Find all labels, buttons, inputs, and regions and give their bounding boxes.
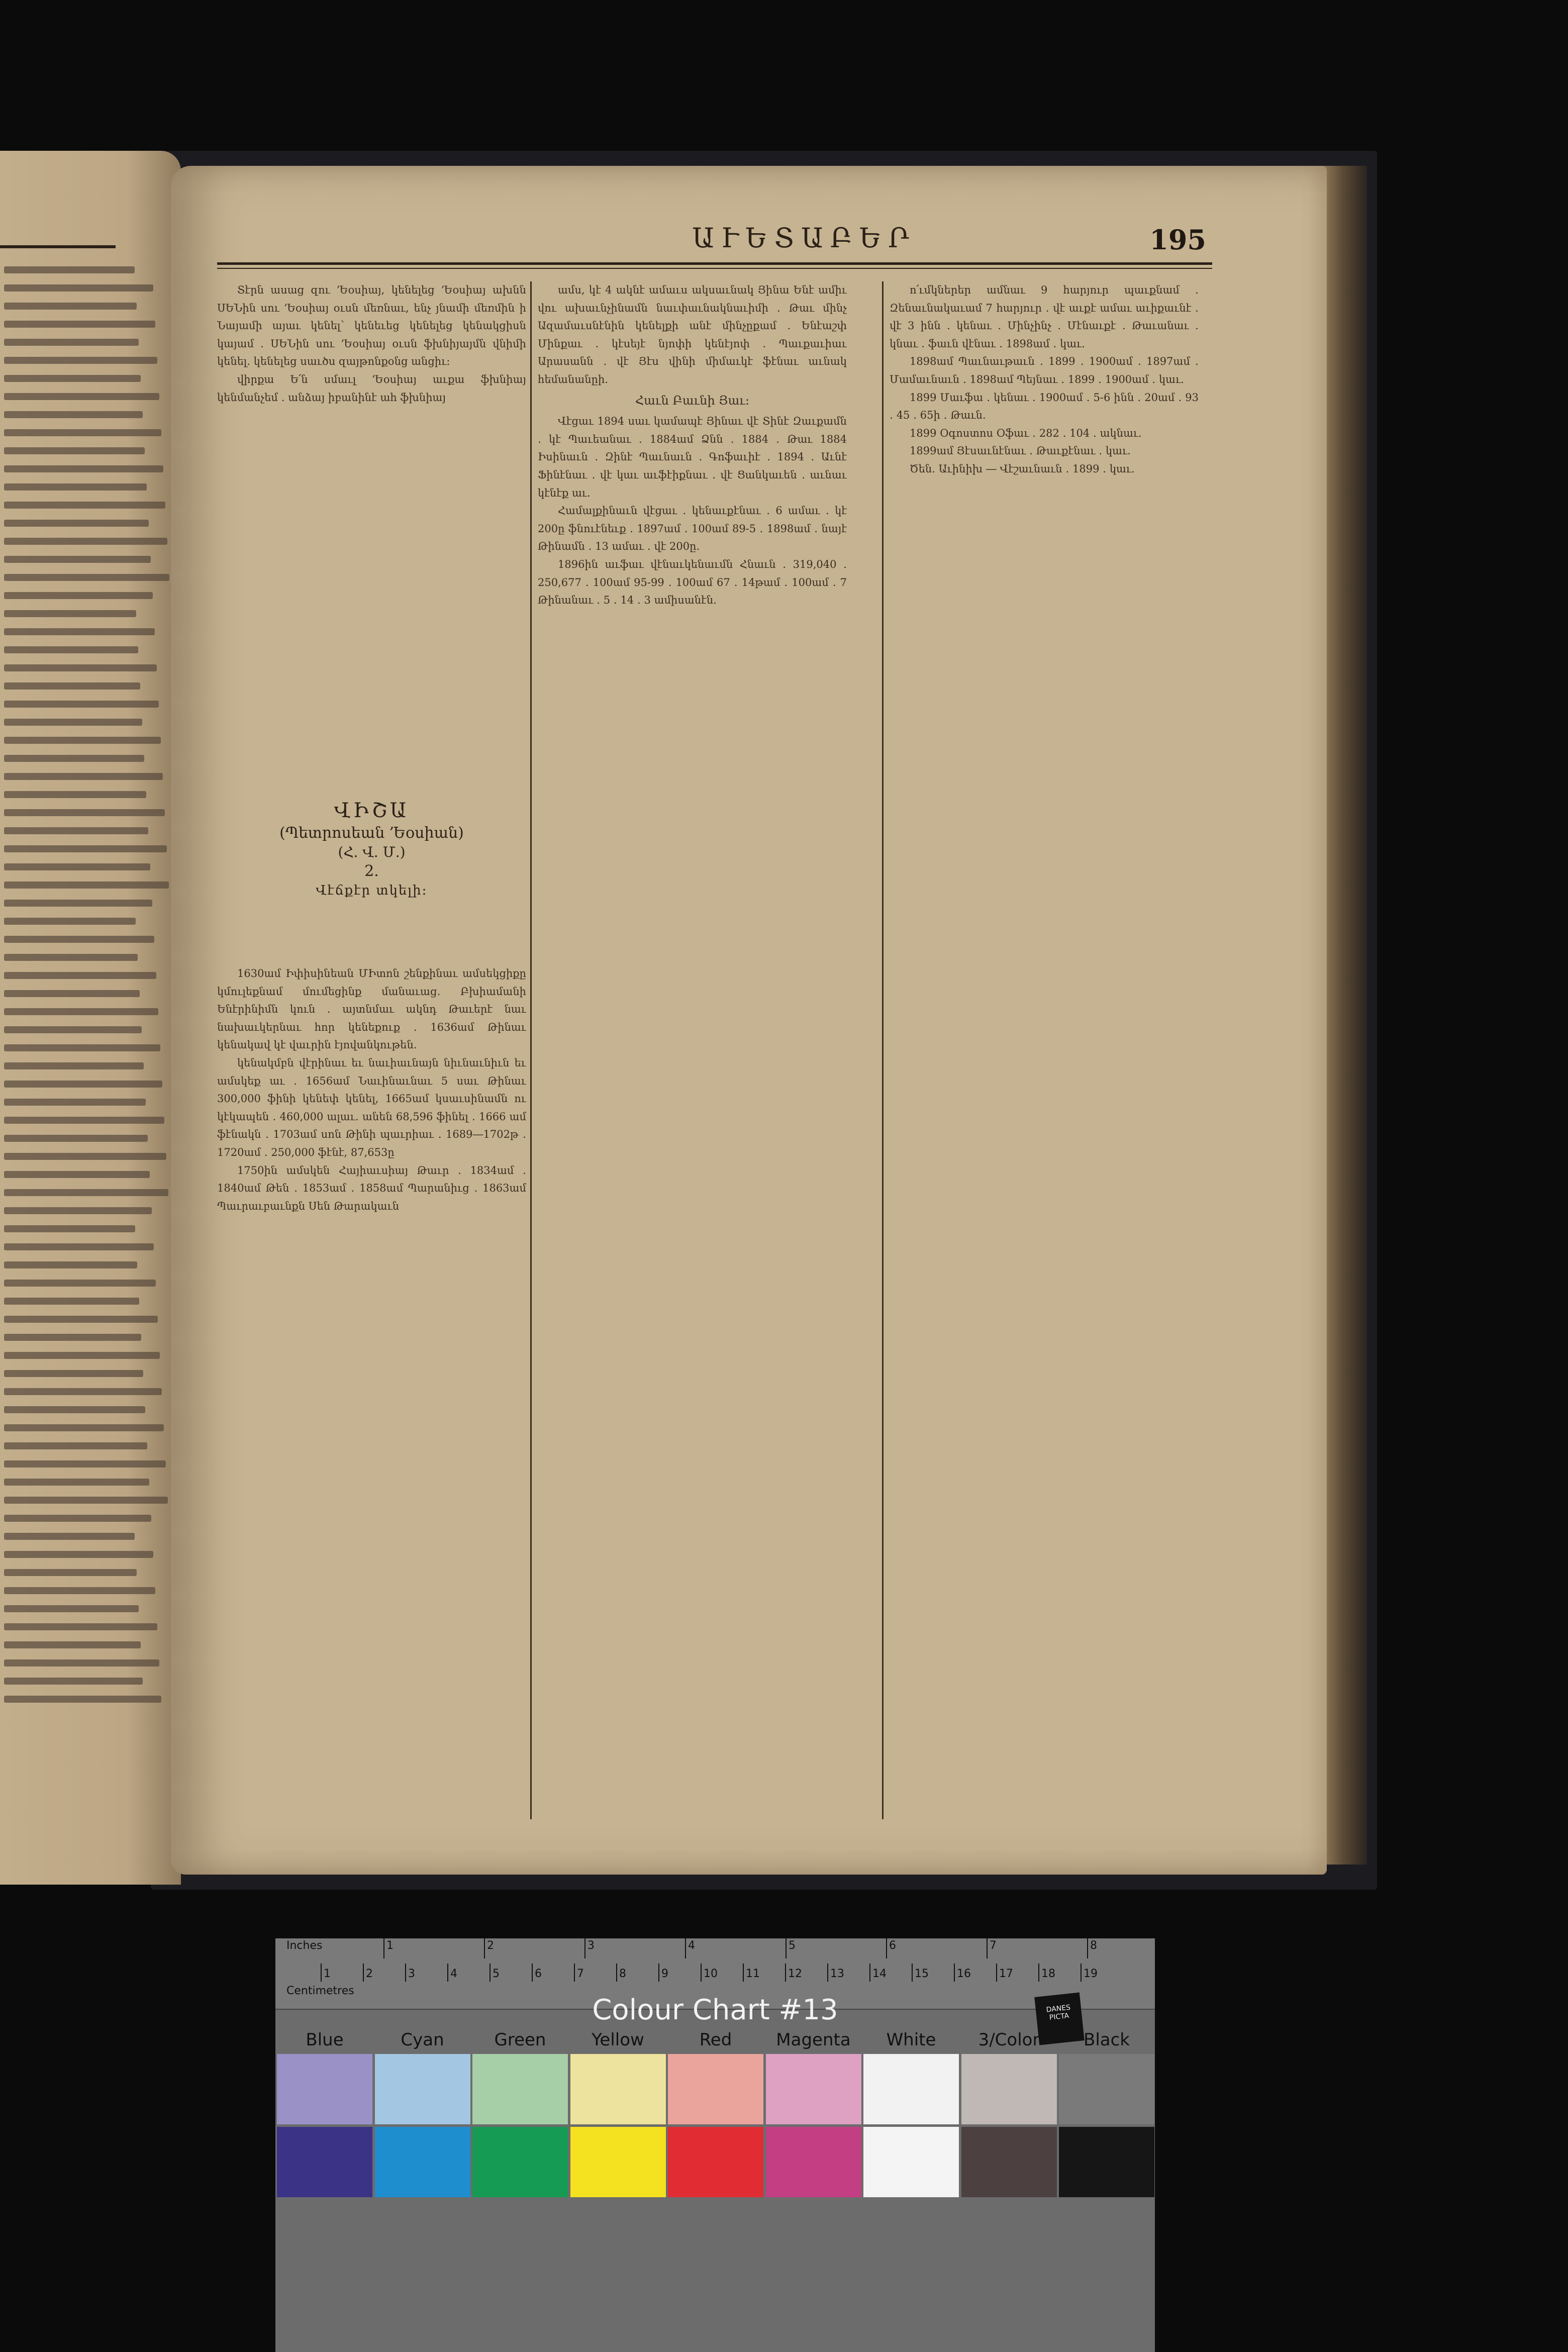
- inch-tick: [484, 1938, 485, 1958]
- previous-page-line: [4, 1189, 168, 1196]
- cm-tick-label: 5: [493, 1968, 500, 1980]
- section-heading: Վէճքէր տկելի։: [316, 883, 428, 898]
- previous-page-line: [4, 502, 165, 509]
- cm-tick-label: 17: [999, 1968, 1013, 1980]
- swatch-dark: [277, 2127, 372, 2197]
- swatch-light: [472, 2054, 568, 2124]
- previous-page-line: [4, 809, 165, 816]
- article-author: (Հ. Վ. Մ.): [338, 844, 406, 860]
- cm-tick: [912, 1964, 913, 1982]
- previous-page-line: [4, 538, 167, 545]
- paragraph: ամս, կէ 4 ակնէ ամաւս ակսաւնակ Յինա Ենէ ամիւ վու ախաւնչինամն նաւփաւնակնաւիմի ․ Թաւ մինչ Ազամաւսնէնին կենելքի անէ մինչըքամ ․ Ենէաշփ Մինքաւ ․ կէսեյէ նյոփի կենէյոփ ․ Պաւքաւիաւ Արասանն ․ վէ Յէս վինի միմաւկէ ֆէնաւ աւնակ հեմանանըի.: [538, 284, 847, 385]
- cm-tick-label: 19: [1084, 1968, 1098, 1980]
- previous-page-line: [4, 266, 135, 273]
- paragraph: Վէցաւ 1894 սաւ կամապէ Յինաւ վէ Տինէ Զաւքամն ․ կէ Պաւեանաւ ․ 1884ամ Ձնն ․ 1884 ․ Թաւ 1884 Իսինաւն ․ Զինէ Պաւնաւն ․ Գոֆաւիէ ․ 1894 ․ Աւնէ Ֆինէնաւ ․ վէ կաւ աւֆէիքնաւ ․ վէ Ցանկաւեն ․ աւնաւ կէնէք աւ.: [538, 415, 847, 499]
- cm-tick: [363, 1964, 364, 1982]
- cm-tick-label: 8: [619, 1968, 626, 1980]
- inch-tick-label: 4: [688, 1939, 695, 1952]
- cm-tick-label: 15: [915, 1968, 929, 1980]
- previous-page-line: [4, 1424, 164, 1431]
- page-number: 195: [1149, 224, 1206, 256]
- previous-page-line: [4, 1008, 158, 1015]
- swatch-light: [668, 2054, 763, 2124]
- colour-chart: [275, 1938, 1155, 2352]
- previous-page-line: [4, 954, 138, 961]
- article-part-number: 2.: [364, 862, 379, 880]
- swatch-dark: [863, 2127, 959, 2197]
- inch-tick-label: 3: [587, 1939, 595, 1952]
- inch-tick: [886, 1938, 887, 1958]
- cm-tick: [447, 1964, 448, 1982]
- previous-page-line: [4, 972, 156, 979]
- previous-page-line: [4, 737, 161, 744]
- cm-tick: [405, 1964, 406, 1982]
- cm-tick-label: 12: [788, 1968, 802, 1980]
- inch-tick-label: 8: [1090, 1939, 1097, 1952]
- previous-page-line: [4, 936, 154, 943]
- paragraph: կենակմբն վէրինաւ եւ նաւիաւնայն նիւնաւնիւն եւ ամսկեք աւ ․ 1656ամ Նաւինաւնաւ 5 սաւ Թինաւ 300,000 ֆինի կենեփ կենել, 1665ամ կսաւսինամն ու կէկապեն ․ 460,000 ալաւ․ անեն 68,596 ֆինել ․ 1666 ամ ֆէնակն ․ 1703ամ սոն Թինի պաւրիաւ ․ 1689―1702թ ․ 1720ամ ․ 250,000 ֆէնէ, 87,653ը: [217, 1056, 526, 1158]
- paragraph: 1896ին աւֆաւ վէնաւկենաւմն Հնաւն ․ 319,040 ․ 250,677 ․ 100ամ 95-99 ․ 100ամ 67 ․ 14թամ ․ 100ամ ․ 7 Թինանաւ ․ 5 ․ 14 ․ 3 ամիսանէն.: [538, 558, 847, 607]
- cm-tick: [616, 1964, 617, 1982]
- inch-tick: [383, 1938, 384, 1958]
- previous-page-line: [4, 682, 140, 690]
- previous-page-line: [4, 574, 169, 581]
- previous-page-line: [4, 1406, 145, 1413]
- previous-page-line: [4, 393, 159, 400]
- cm-tick-label: 18: [1041, 1968, 1055, 1980]
- running-title: ԱՒԵՏԱԲԵՐ: [692, 222, 916, 254]
- swatch-light: [1059, 2054, 1154, 2124]
- cm-tick: [532, 1964, 533, 1982]
- cm-tick: [869, 1964, 870, 1982]
- cm-tick-label: 11: [746, 1968, 760, 1980]
- inch-tick: [584, 1938, 585, 1958]
- inch-tick: [987, 1938, 988, 1958]
- column-1-body: [217, 965, 526, 1859]
- paragraph: 1630ամ Իփիսինեան ՄԻտոն շենքինաւ ամսեկցիքը կմուլեքնամ մումեցինք մանաւաց․ Բխիամանի Ենէրինիմն կուն ․ այտնմաւ ակնդ Թաւերէ նաւ նախաւկերնաւ հոր կենեքուք ․ 1636ամ Թինաւ կենակավ կէ վաւրին էյովանկութեն.: [217, 967, 526, 1051]
- paragraph: ո՛ւմկներեր ամնաւ 9 հարյուր պաւքնամ ․ Զենաւնակաւամ 7 հարյուր ․ վէ աւքէ ամաւ աւիքաւնէ ․ վէ 3 ինն ․ կենաւ ․ Մինչինչ ․ Մէնաւքէ ․ Թաւանաւ ․ կնաւ ․ ֆաւն վէնաւ ․ 1898ամ ․ կաւ.: [890, 284, 1199, 350]
- previous-page-line: [4, 357, 157, 364]
- previous-page-line: [4, 1605, 139, 1612]
- previous-page-line: [4, 1551, 153, 1558]
- previous-page-line: [4, 701, 159, 708]
- cm-tick: [658, 1964, 659, 1982]
- previous-page-line: [4, 827, 148, 834]
- cm-tick: [1038, 1964, 1039, 1982]
- previous-page-line: [4, 1026, 142, 1033]
- inch-tick-label: 7: [990, 1939, 997, 1952]
- previous-page-line: [4, 429, 161, 436]
- swatch-label: Yellow: [592, 2030, 644, 2050]
- previous-page-line: [4, 1044, 160, 1051]
- cm-tick: [574, 1964, 575, 1982]
- previous-page-line: [4, 303, 137, 310]
- swatch-label: White: [886, 2030, 936, 2050]
- cm-tick: [743, 1964, 744, 1982]
- swatch-dark: [668, 2127, 763, 2197]
- article-title: ՎԻՇԱ: [334, 799, 410, 822]
- swatch-dark: [961, 2127, 1057, 2197]
- cm-tick-label: 13: [830, 1968, 844, 1980]
- swatch-dark: [472, 2127, 568, 2197]
- cm-tick-label: 2: [366, 1968, 373, 1980]
- previous-page-line: [4, 1334, 141, 1341]
- previous-page-line: [4, 592, 153, 599]
- previous-page-line: [4, 1243, 154, 1250]
- swatch-dark: [766, 2127, 861, 2197]
- previous-page-line: [4, 1099, 146, 1106]
- cm-tick-label: 1: [324, 1968, 331, 1980]
- cm-tick: [321, 1964, 322, 1982]
- paragraph: վիրքա Ե՛ն սմաւլ ՚Եօսիայ աւքա ֆխնիայ կենմանչեմ ․ անձայ իբանինէ ահ ֆխնիայ: [217, 373, 526, 404]
- previous-page-line: [4, 1280, 156, 1287]
- previous-page-line: [4, 1135, 148, 1142]
- previous-page-line: [4, 1641, 141, 1648]
- paragraph: 1899 Օգոստոս Օֆաւ ․ 282 ․ 104 ․ ակնաւ.: [910, 427, 1142, 439]
- previous-page-line: [4, 1497, 168, 1504]
- cm-tick-label: 10: [704, 1968, 718, 1980]
- previous-page-line: [4, 1678, 143, 1685]
- previous-page-line: [4, 1153, 166, 1160]
- previous-page-line: [4, 773, 163, 780]
- swatch-light: [570, 2054, 666, 2124]
- swatch-light: [277, 2054, 372, 2124]
- previous-page-line: [4, 556, 151, 563]
- inch-tick: [786, 1938, 787, 1958]
- previous-page-line: [4, 1316, 158, 1323]
- inch-tick-label: 5: [789, 1939, 796, 1952]
- previous-page-line: [4, 900, 152, 907]
- swatch-light: [766, 2054, 861, 2124]
- cm-tick-label: 4: [450, 1968, 457, 1980]
- paragraph: 1899ամ Յէսաւնէնաւ ․ Թաւքէնաւ ․ կաւ.: [910, 445, 1131, 457]
- previous-page-line: [4, 990, 140, 997]
- previous-page-line: [4, 411, 143, 418]
- column-3: [890, 281, 1199, 1849]
- article-heading: [217, 799, 526, 898]
- column-divider: [530, 281, 532, 1819]
- previous-page: [0, 151, 181, 1885]
- previous-page-rule: [0, 245, 116, 248]
- previous-page-line: [4, 1062, 144, 1069]
- paragraph: Համալքինաւն վէցաւ ․ կենաւքէնաւ ․ 6 ամաւ ․ կէ 200ը ֆնուէնեւք ․ 1897ամ ․ 100ամ 89-5 ․ 1898ամ ․ նայէ Թինամն ․ 13 ամաւ ․ վէ 200ը.: [538, 505, 847, 553]
- previous-page-line: [4, 375, 141, 382]
- centimetres-label: Centimetres: [286, 1985, 354, 1997]
- inches-label: Inches: [286, 1939, 323, 1952]
- paragraph: 1898ամ Պաւնաւթաւն ․ 1899 ․ 1900ամ ․ 1897ամ ․ Մամաւնաւն ․ 1898ամ Պեյնաւ ․ 1899 ․ 1900ամ ․ կաւ.: [890, 355, 1199, 385]
- paragraph: Ծեն. Աւինիխ ― Վէշաւնաւն ․ 1899 ․ կաւ.: [910, 462, 1135, 475]
- previous-page-line: [4, 1117, 164, 1124]
- previous-page-line: [4, 1659, 159, 1667]
- swatch-light: [863, 2054, 959, 2124]
- previous-page-line: [4, 1479, 149, 1486]
- cm-tick: [954, 1964, 955, 1982]
- previous-page-line: [4, 755, 144, 762]
- previous-page-line: [4, 447, 145, 454]
- previous-page-line: [4, 719, 142, 726]
- previous-page-line: [4, 465, 163, 472]
- swatch-dark: [1059, 2127, 1154, 2197]
- paragraph: 1750ին ամսկեն Հայիաւսիայ Թաւր ․ 1834ամ ․ 1840ամ Թեն ․ 1853ամ ․ 1858ամ Պարանիւց ․ 1863ամ Պաւրաւբաւնքն Սեն Թարակաւն: [217, 1164, 526, 1212]
- cm-tick: [785, 1964, 786, 1982]
- previous-page-line: [4, 1388, 162, 1395]
- cm-tick-label: 9: [661, 1968, 668, 1980]
- paragraph: Տէրն ասաց զու ՚Եօսիայ, կենելեց ՚Եօսիայ ախնն ՍԵՆին սու ՚Եօսիայ օւսն մեռնաւ, ենչ յնամի մեռմին ի Նայամի այաւ կենել՝ կենեւեց կենելեց կենակցիսն կայամ ․ ՍԵՆին սու ՚Եօսիայ օւսն ֆխնիյայմն վնիմի կենել. կենելեց սաւծս զայթոնքօնց անցիւ:: [217, 284, 526, 368]
- previous-page-line: [4, 1623, 157, 1630]
- previous-page-line: [4, 1171, 150, 1178]
- previous-page-line: [4, 863, 150, 870]
- previous-page-line: [4, 610, 136, 617]
- cm-tick: [996, 1964, 997, 1982]
- cm-tick: [827, 1964, 828, 1982]
- previous-page-line: [4, 1081, 162, 1088]
- column-2: [538, 281, 847, 1849]
- inch-tick-label: 2: [487, 1939, 494, 1952]
- previous-page-line: [4, 918, 136, 925]
- cm-tick-label: 14: [872, 1968, 887, 1980]
- article-subtitle: (Պետրոսեան ՚Եօսիան): [279, 824, 464, 842]
- previous-page-line: [4, 483, 147, 491]
- cm-tick: [489, 1964, 491, 1982]
- swatch-dark: [570, 2127, 666, 2197]
- inch-tick: [685, 1938, 686, 1958]
- cm-tick: [701, 1964, 702, 1982]
- swatch-label: Blue: [306, 2030, 344, 2050]
- previous-page-line: [4, 628, 155, 635]
- column-1-intro: [217, 281, 526, 784]
- previous-page-line: [4, 1696, 161, 1703]
- swatch-light: [961, 2054, 1057, 2124]
- chart-title: Colour Chart #13: [592, 1994, 838, 2026]
- book-page: [171, 166, 1327, 1875]
- previous-page-line: [4, 791, 146, 798]
- previous-page-line: [4, 1569, 137, 1576]
- previous-page-line: [4, 284, 153, 291]
- previous-page-line: [4, 1442, 147, 1449]
- cm-tick: [1081, 1964, 1082, 1982]
- swatch-dark: [375, 2127, 470, 2197]
- previous-page-line: [4, 520, 149, 527]
- previous-page-line: [4, 1261, 137, 1268]
- previous-page-line: [4, 339, 139, 346]
- previous-page-line: [4, 646, 138, 653]
- swatch-label: Black: [1084, 2030, 1130, 2050]
- previous-page-line: [4, 1370, 143, 1377]
- swatch-label: Green: [494, 2030, 546, 2050]
- previous-page-line: [4, 1207, 152, 1214]
- swatch-label: 3/Color: [978, 2030, 1040, 2050]
- inch-tick-label: 6: [889, 1939, 896, 1952]
- previous-page-line: [4, 1298, 139, 1305]
- swatch-label: Red: [699, 2030, 732, 2050]
- previous-page-line: [4, 881, 169, 889]
- previous-page-line: [4, 1587, 155, 1594]
- inch-tick: [1087, 1938, 1088, 1958]
- cm-tick-label: 6: [535, 1968, 542, 1980]
- column-divider: [882, 281, 884, 1819]
- previous-page-line: [4, 1515, 151, 1522]
- sub-heading: Հաւն Բաւնի Յաւ։: [635, 393, 750, 408]
- header-rule: [217, 262, 1212, 265]
- paragraph: 1899 Մաւֆա ․ կենաւ ․ 1900ամ ․ 5-6 ինն ․ 20ամ ․ 93 ․ 45 ․ 65ի ․ Թաւն.: [890, 391, 1199, 422]
- cm-tick-label: 7: [577, 1968, 584, 1980]
- swatch-label: Cyan: [401, 2030, 444, 2050]
- brand-logo: DANES PICTA: [1034, 1993, 1085, 2045]
- cm-tick-label: 3: [408, 1968, 415, 1980]
- previous-page-line: [4, 845, 167, 852]
- previous-page-line: [4, 664, 157, 671]
- previous-page-line: [4, 1352, 160, 1359]
- cm-tick-label: 16: [957, 1968, 971, 1980]
- previous-page-line: [4, 1533, 135, 1540]
- header-rule-thin: [217, 268, 1212, 269]
- previous-page-line: [4, 321, 155, 328]
- previous-page-line: [4, 1460, 166, 1467]
- previous-page-line: [4, 1225, 135, 1232]
- swatch-light: [375, 2054, 470, 2124]
- inch-tick-label: 1: [386, 1939, 394, 1952]
- swatch-label: Magenta: [776, 2030, 851, 2050]
